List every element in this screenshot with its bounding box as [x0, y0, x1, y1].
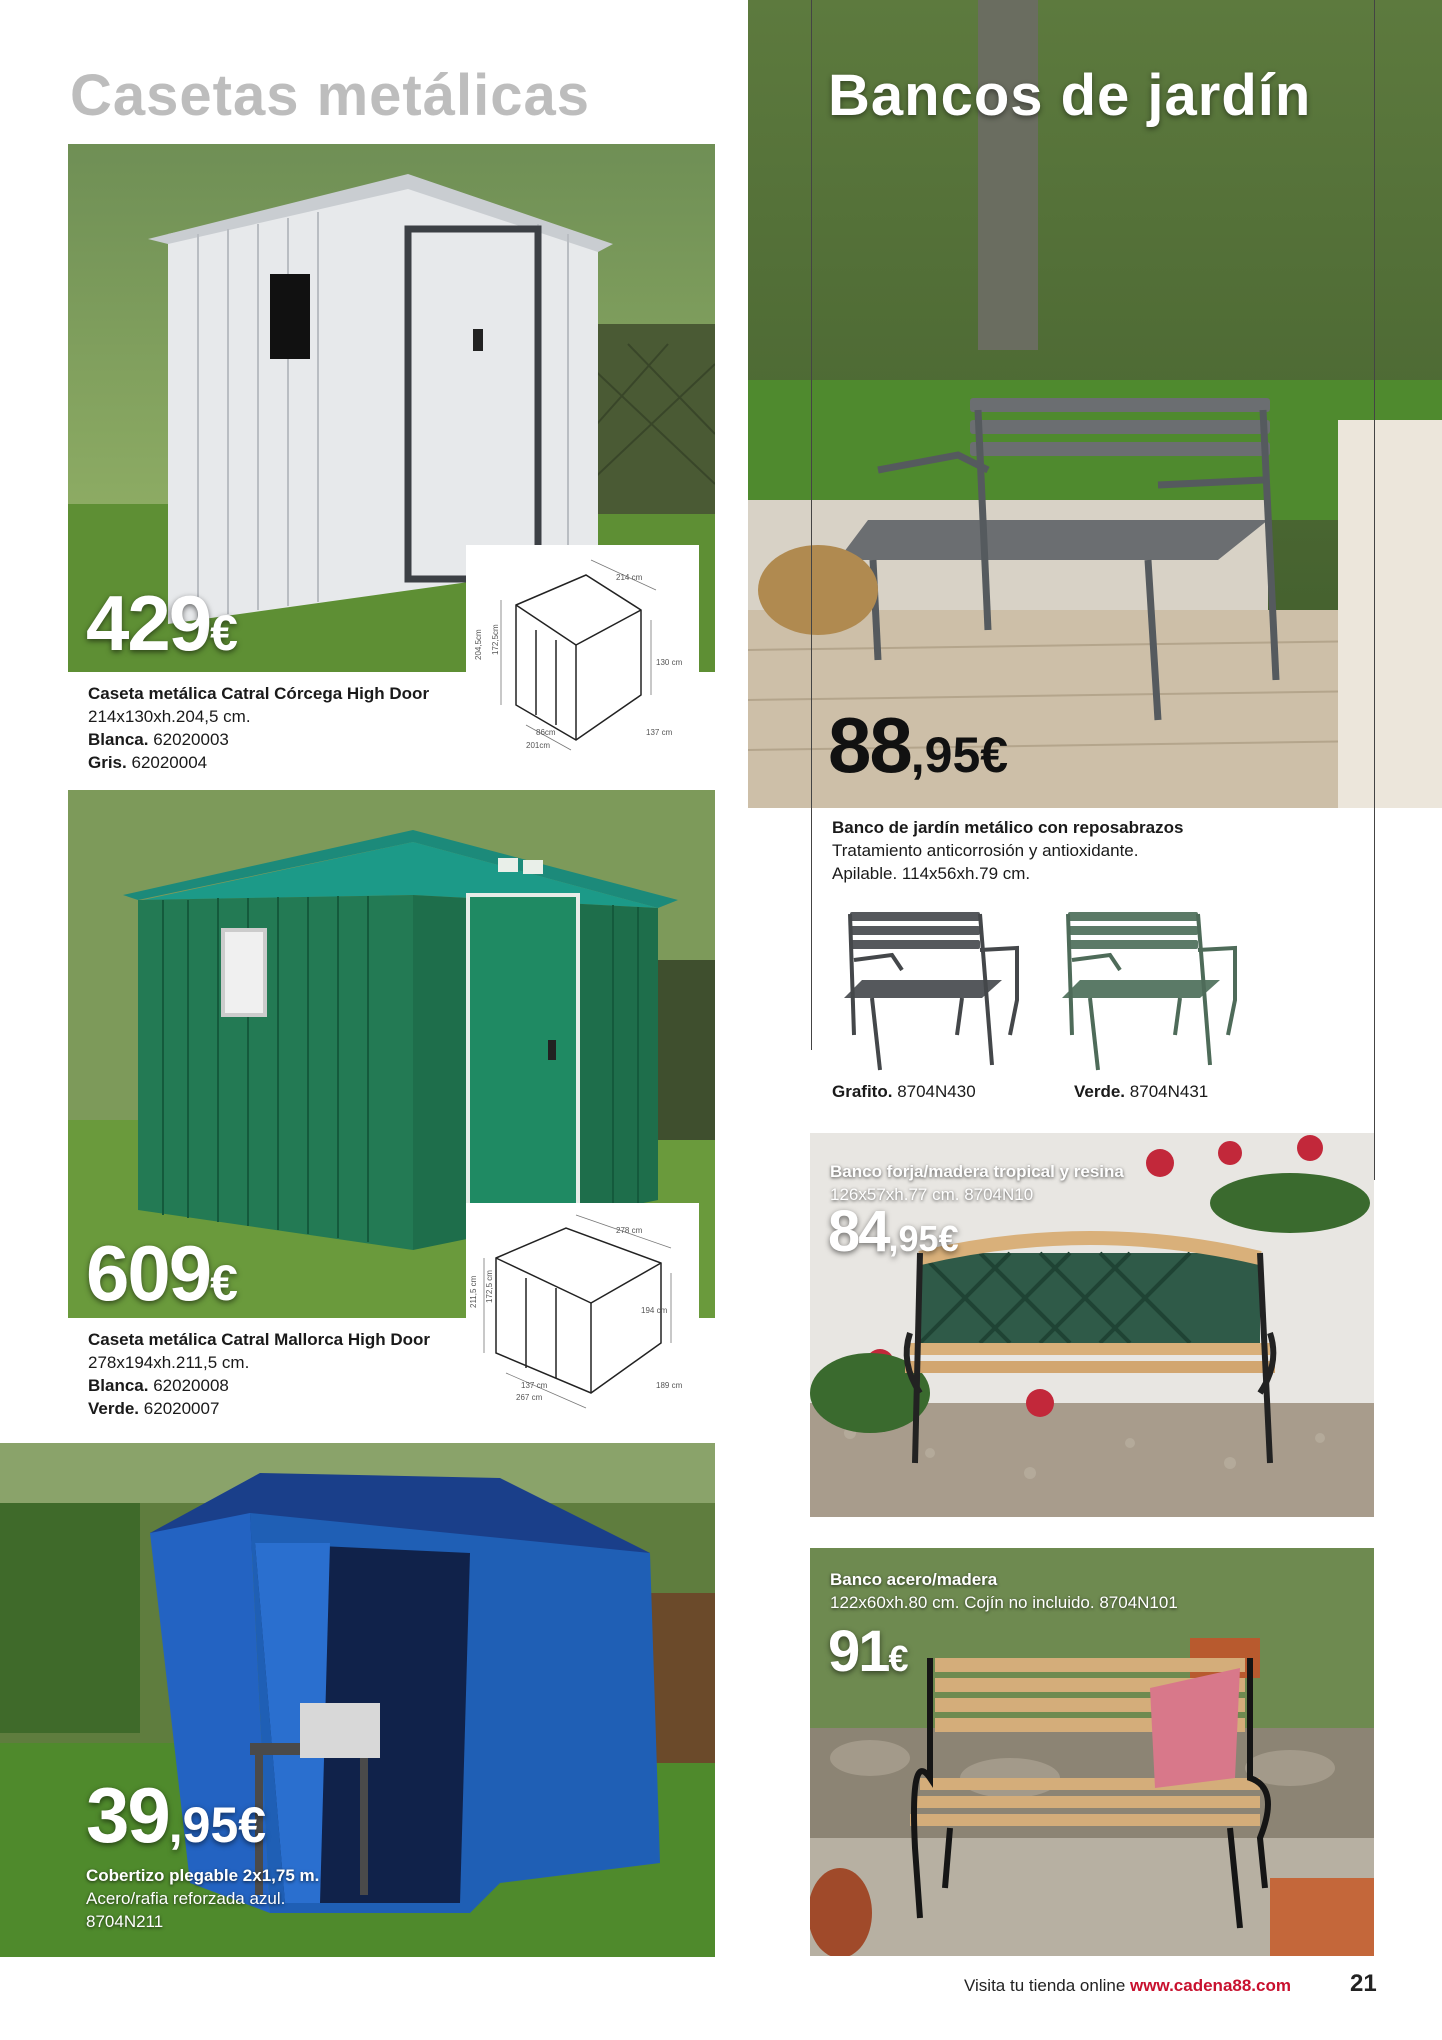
product-dimensions: 278x194xh.211,5 cm. — [88, 1353, 250, 1372]
product-name: Caseta metálica Catral Mallorca High Door — [88, 1330, 431, 1349]
product-name: Banco forja/madera tropical y resina — [830, 1162, 1124, 1181]
bench3-price — [828, 1618, 909, 1685]
shed1-dim-label: 201cm — [526, 741, 551, 750]
price-decimal: ,95 — [168, 1797, 239, 1853]
footer — [964, 1976, 1291, 1996]
shed1-price — [86, 578, 238, 669]
shed2-dim-label: 278 cm — [616, 1226, 643, 1235]
shed1-description — [88, 682, 468, 774]
footer-text: Visita tu tienda online — [964, 1976, 1126, 1995]
product-dimensions: 126x57xh.77 cm. 8704N10 — [830, 1185, 1034, 1204]
bench1-variant-grafito-image — [832, 900, 1032, 1080]
bench1-variant-verde-image — [1050, 900, 1250, 1080]
bench1-variant-verde — [1074, 1080, 1208, 1103]
price-currency: € — [938, 1218, 959, 1259]
variant-code: 62020003 — [153, 730, 229, 749]
product-code: 8704N211 — [86, 1912, 164, 1931]
shed2-dim-label: 172,5 cm — [485, 1270, 494, 1303]
page-number: 21 — [1350, 1970, 1377, 1997]
bench1-variant-grafito — [832, 1080, 976, 1103]
cover-price — [86, 1770, 266, 1861]
price-currency: € — [888, 1638, 909, 1679]
price-currency: € — [238, 1797, 267, 1853]
product-dimensions: Apilable. 114x56xh.79 cm. — [832, 864, 1031, 883]
price-integer: 429 — [86, 579, 211, 667]
product-name: Caseta metálica Catral Córcega High Door — [88, 684, 430, 703]
bench3-description — [830, 1568, 1350, 1614]
shed2-dim-label: 194 cm — [641, 1306, 668, 1315]
variant-code: 62020007 — [143, 1399, 220, 1418]
shed2-price — [86, 1228, 238, 1319]
price-integer: 84 — [828, 1199, 889, 1264]
shed1-dim-label: 214 cm — [616, 573, 643, 582]
price-currency: € — [980, 727, 1009, 783]
price-integer: 609 — [86, 1229, 211, 1317]
price-integer: 39 — [86, 1771, 169, 1859]
divider-line — [1374, 0, 1375, 1180]
variant-label: Blanca. — [88, 730, 149, 749]
section-title-sheds: Casetas metálicas — [70, 63, 590, 128]
shed1-diagram — [466, 545, 699, 755]
shed2-dim-label: 267 cm — [516, 1393, 543, 1402]
shed1-dim-label: 137 cm — [646, 728, 673, 737]
price-integer: 91 — [828, 1619, 889, 1684]
shed1-dim-label: 86cm — [536, 728, 556, 737]
shed2-dim-label: 211,5 cm — [469, 1275, 478, 1308]
variant-label: Gris. — [88, 753, 127, 772]
divider-line — [811, 0, 812, 1050]
shed2-dim-label: 189 cm — [656, 1381, 683, 1390]
section-title-benches: Bancos de jardín — [828, 63, 1312, 128]
variant-label: Grafito. — [832, 1082, 893, 1101]
footer-link[interactable]: www.cadena88.com — [1130, 1976, 1291, 1995]
bench1-description — [832, 816, 1332, 885]
cover-description — [86, 1864, 466, 1933]
shed2-description — [88, 1328, 468, 1420]
variant-label: Blanca. — [88, 1376, 149, 1395]
variant-label: Verde. — [88, 1399, 140, 1418]
variant-code: 62020008 — [153, 1376, 229, 1395]
price-decimal: ,95 — [910, 727, 981, 783]
product-name: Banco acero/madera — [830, 1570, 998, 1589]
product-feature: Tratamiento anticorrosión y antioxidante. — [832, 841, 1139, 860]
price-integer: 88 — [828, 701, 911, 789]
variant-code: 8704N430 — [897, 1082, 976, 1101]
variant-code: 62020004 — [131, 753, 208, 772]
product-dimensions: 122x60xh.80 cm. Cojín no incluido. 8704N101 — [830, 1593, 1178, 1612]
variant-label: Verde. — [1074, 1082, 1126, 1101]
shed1-dim-label: 172,5cm — [491, 624, 500, 655]
product-name: Cobertizo plegable 2x1,75 m. — [86, 1866, 320, 1885]
product-dimensions: 214x130xh.204,5 cm. — [88, 707, 251, 726]
price-currency: € — [210, 605, 238, 661]
shed1-dim-label: 204,5cm — [474, 629, 483, 660]
bench2-price — [828, 1198, 959, 1265]
shed1-dim-label: 130 cm — [656, 658, 683, 667]
bench1-price — [828, 700, 1008, 791]
shed2-diagram — [466, 1203, 699, 1410]
product-material: Acero/rafia reforzada azul. — [86, 1889, 286, 1908]
price-decimal: ,95 — [888, 1218, 939, 1259]
variant-code: 8704N431 — [1129, 1082, 1209, 1101]
shed2-dim-label: 137 cm — [521, 1381, 548, 1390]
price-currency: € — [210, 1255, 238, 1311]
product-name: Banco de jardín metálico con reposabrazos — [832, 818, 1184, 837]
